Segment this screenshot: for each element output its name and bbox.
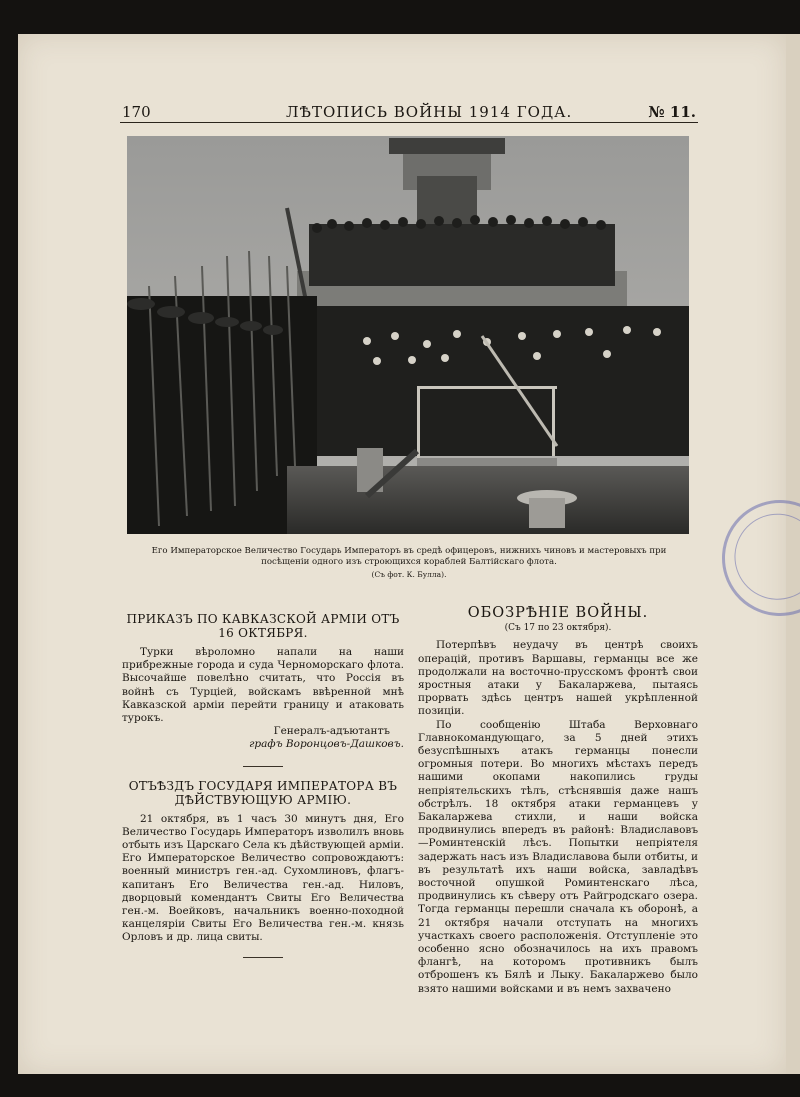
war-review-paragraph-2: По сообщенію Штаба Верховнаго Главнокомандующаго, за 5 дней этихъ безуспѣшныхъ атакъ германцы понесли огромныя потери. Во многихъ мѣстахъ передъ нашими окопами накопились груды непріятельскихъ тѣлъ, стѣснявшія даже нашъ обстрѣлъ. 18 октября атаки германцевъ у Бакаларжева стихли, и наши войска продвинулись впередъ въ районѣ: Владиславовъ—Роминтенскій лѣсъ. Попытки непріятеля задержать насъ изъ Владиславова были отбиты, и въ результатѣ ихъ наши войска, завладѣвъ восточной опушкой Роминтенскаго лѣса, продвинулись къ сѣверу отъ Райгродскаго озера. Тогда германцы перешли сначала къ оборонѣ, а 21 октября начали отступать на многихъ участкахъ своего расположенія. Отступленіе это особенно ясно обозначилось на ихъ правомъ флангѣ, на которомъ противникъ былъ отброшенъ къ Бялѣ и Лыку. Бакаларжево было взято нашими войсками и въ немъ захвачено [418,718,698,995]
photo-caption: Его Императорское Величество Государь Императоръ въ средѣ офицеровъ, нижнихъ чиновъ и мастеровыхъ при посѣщеніи одного изъ строющихся кораблей Балтійскаго флота. [151,546,667,567]
departure-heading: ОТЪѢЗДЪ ГОСУДАРЯ ИМПЕРАТОРА ВЪ ДѢЙСТВУЮЩУЮ АРМІЮ. [128,778,398,807]
header-rule [120,122,698,123]
photo-illustration [127,136,689,534]
issue-number: № 11. [648,103,696,121]
periodical-title: ЛѢТОПИСЬ ВОЙНЫ 1914 ГОДА. [286,103,573,121]
page-number: 170 [122,103,151,121]
left-column [122,612,404,958]
war-review-heading: ОБОЗРѢНІЕ ВОЙНЫ. [467,605,649,621]
order-text: Турки вѣроломно напали на наши прибрежные города и суда Черноморскаго флота. Высочайше повелѣно считать, что Россія въ войнѣ съ Турціей, войскамъ ввѣренной мнѣ Кавказской арміи перейти границу и атаковать турокъ. [122,646,404,725]
war-review-paragraph-1: Потерпѣвъ неудачу въ центрѣ своихъ операцій, противъ Варшавы, германцы все же продолжали на восточно-прусскомъ фронтѣ свои яростныя атаки у Бакаларжева, пытаясь прорвать здѣсь центръ нашей укрѣпленной позиціи. [418,639,698,718]
section-end-divider [243,957,283,958]
signature-rank: Генералъ-адъютантъ [273,725,390,738]
section-divider [243,766,283,767]
right-column [418,607,698,996]
departure-text: 21 октября, въ 1 часъ 30 минутъ дня, Его Величество Государь Императоръ изволилъ вновь отбыть изъ Царскаго Села къ дѣйствующей арміи. Его Императорское Величество сопровождаютъ: военный министръ ген.-ад. Сухомлиновъ, флагъ-капитанъ Его Величества ген.-ад. Ниловъ, дворцовый комендантъ Свиты Его Величества ген.-м. Воейковъ, начальникъ военно-походной канцеляріи Свиты Его Величества ген.-м. князь Орловъ и др. лица свиты. [122,812,404,944]
page-header [122,103,696,127]
war-review-dates: (Съ 17 по 23 октября). [504,623,612,634]
photo-credit: (Съ фот. К. Булла). [371,570,447,579]
photograph [127,136,689,534]
order-heading: ПРИКАЗЪ ПО КАВКАЗСКОЙ АРМІИ ОТЪ 16 ОКТЯБРЯ. [126,612,400,640]
signature-name: графъ Воронцовъ-Дашковъ. [249,738,404,751]
